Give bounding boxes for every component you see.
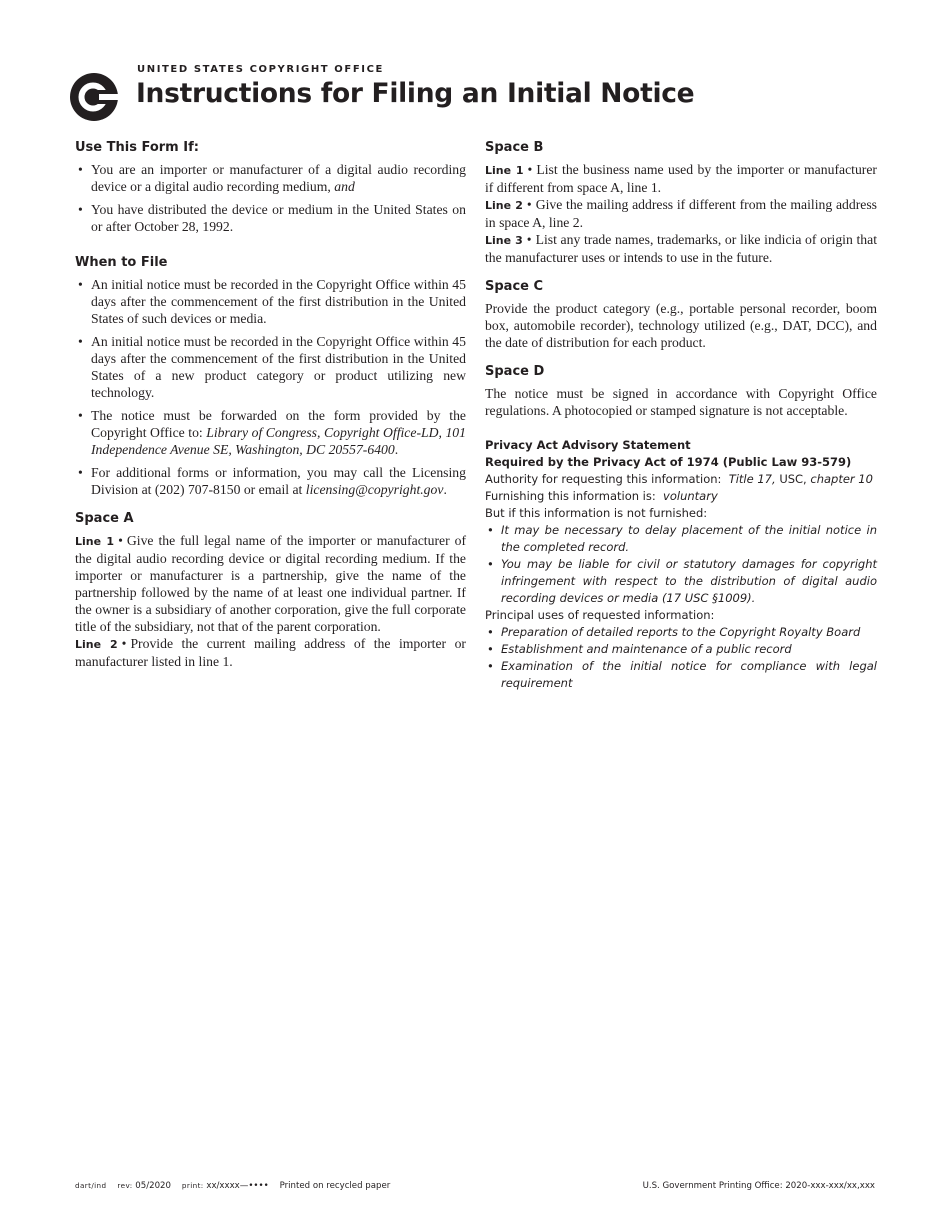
space-d-heading: Space D (485, 364, 545, 379)
when-to-file-heading: When to File (75, 255, 168, 270)
list-item: • You have distributed the device or medium in the United States on or after October 28, 1992. (78, 202, 466, 234)
revision-date: 05/2020 (135, 1181, 171, 1191)
space-d-section (485, 363, 877, 419)
footer-gpo: U.S. Government Printing Office: 2020-xxx-xxx/xx,xxx (642, 1181, 875, 1191)
when-to-file-list (75, 276, 466, 498)
space-b-line-3: Line 3 • List any trade names, trademarks, or like indicia of origin that the manufacturer uses or intends to use in the future. (485, 232, 877, 265)
space-d-text: The notice must be signed in accordance with Copyright Office regulations. A photocopied or stamped signature is not acceptable. (485, 386, 877, 418)
list-item: • It may be necessary to delay placement of the initial notice in the completed record. (487, 523, 877, 554)
furnishing-line: Furnishing this information is: voluntary (485, 489, 718, 503)
footer-form-info: dart/ind rev: 05/2020 print: xx/xxxx—•••• Printed on recycled paper (75, 1181, 391, 1191)
list-item: • Examination of the initial notice for compliance with legal requirement (487, 659, 877, 690)
list-item: • For additional forms or information, you may call the Licensing Division at (202) 707-8150 or email at licensing@copyright.gov. (78, 465, 466, 497)
recycled-note: Printed on recycled paper (279, 1181, 391, 1191)
use-form-heading: Use This Form If: (75, 140, 199, 155)
copyright-office-logo (70, 73, 118, 121)
space-a-section (75, 510, 466, 670)
principal-uses-list (485, 624, 877, 692)
when-to-file-section (75, 254, 466, 498)
list-item: • An initial notice must be recorded in the Copyright Office within 45 days after the commencement of the first distribution in the United States of such devices or media. (78, 277, 466, 326)
privacy-act-section (485, 437, 877, 692)
space-a-line-1: Line 1 • Give the full legal name of the importer or manufacturer of the digital audio recording device or digital recording medium. If the importer or manufacturer is a partnership, give the name of the partnership followed by the name of at least one individual partner. If the owner is a subsidiary of another corporation, give the full corporate title of the subsidiary, not that of the parent corporation. (75, 533, 466, 634)
space-b-line-1: Line 1 • List the business name used by the importer or manufacturer if different from space A, line 1. (485, 162, 877, 195)
list-item: • Preparation of detailed reports to the Copyright Royalty Board (487, 625, 861, 639)
not-furnished-list (485, 522, 877, 607)
space-b-section (485, 139, 877, 266)
right-column (485, 139, 877, 692)
privacy-heading: Privacy Act Advisory Statement (485, 438, 691, 452)
agency-name: UNITED STATES COPYRIGHT OFFICE (137, 64, 384, 75)
left-column (75, 139, 466, 670)
use-form-list (75, 161, 466, 235)
space-c-heading: Space C (485, 279, 544, 294)
list-item: • The notice must be forwarded on the form provided by the Copyright Office to: Library of Congress, Copyright Office-LD, 101 Independence Avenue SE, Washington, DC 20557-6400. (78, 408, 466, 457)
list-item: • You are an importer or manufacturer of a digital audio recording device or a digital audio recording medium, and (78, 162, 466, 194)
space-a-heading: Space A (75, 511, 134, 526)
space-c-section (485, 278, 877, 351)
list-item: • An initial notice must be recorded in the Copyright Office within 45 days after the commencement of the first distribution in the United States of a new product category or product utilizing new technology. (78, 334, 466, 400)
form-code: dart/ind (75, 1181, 107, 1190)
not-furnished-label: But if this information is not furnished: (485, 506, 708, 520)
privacy-subheading: Required by the Privacy Act of 1974 (Public Law 93-579) (485, 455, 852, 469)
space-b-line-2: Line 2 • Give the mailing address if different from the mailing address in space A, line 2. (485, 197, 878, 230)
list-item: • You may be liable for civil or statutory damages for copyright infringement with respect to the distribution of digital audio recording devices or media (17 USC §1009). (487, 557, 877, 605)
authority-line: Authority for requesting this information: Title 17, USC, chapter 10 (485, 472, 873, 486)
email-link[interactable]: licensing@copyright.gov (305, 482, 444, 497)
space-c-text: Provide the product category (e.g., portable personal recorder, boom box, automobile recorder), technology utilized (e.g., DAT, DCC), and the date of distribution for each product. (485, 301, 877, 350)
list-item: • Establishment and maintenance of a public record (487, 642, 792, 656)
page-title: Instructions for Filing an Initial Notice (136, 78, 695, 109)
principal-uses-label: Principal uses of requested information: (485, 608, 715, 622)
use-form-section (75, 139, 466, 235)
space-a-line-2: Line 2 • Provide the current mailing address of the importer or manufacturer listed in line 1. (75, 636, 466, 669)
space-b-heading: Space B (485, 140, 544, 155)
print-code: xx/xxxx—•••• (206, 1181, 269, 1191)
